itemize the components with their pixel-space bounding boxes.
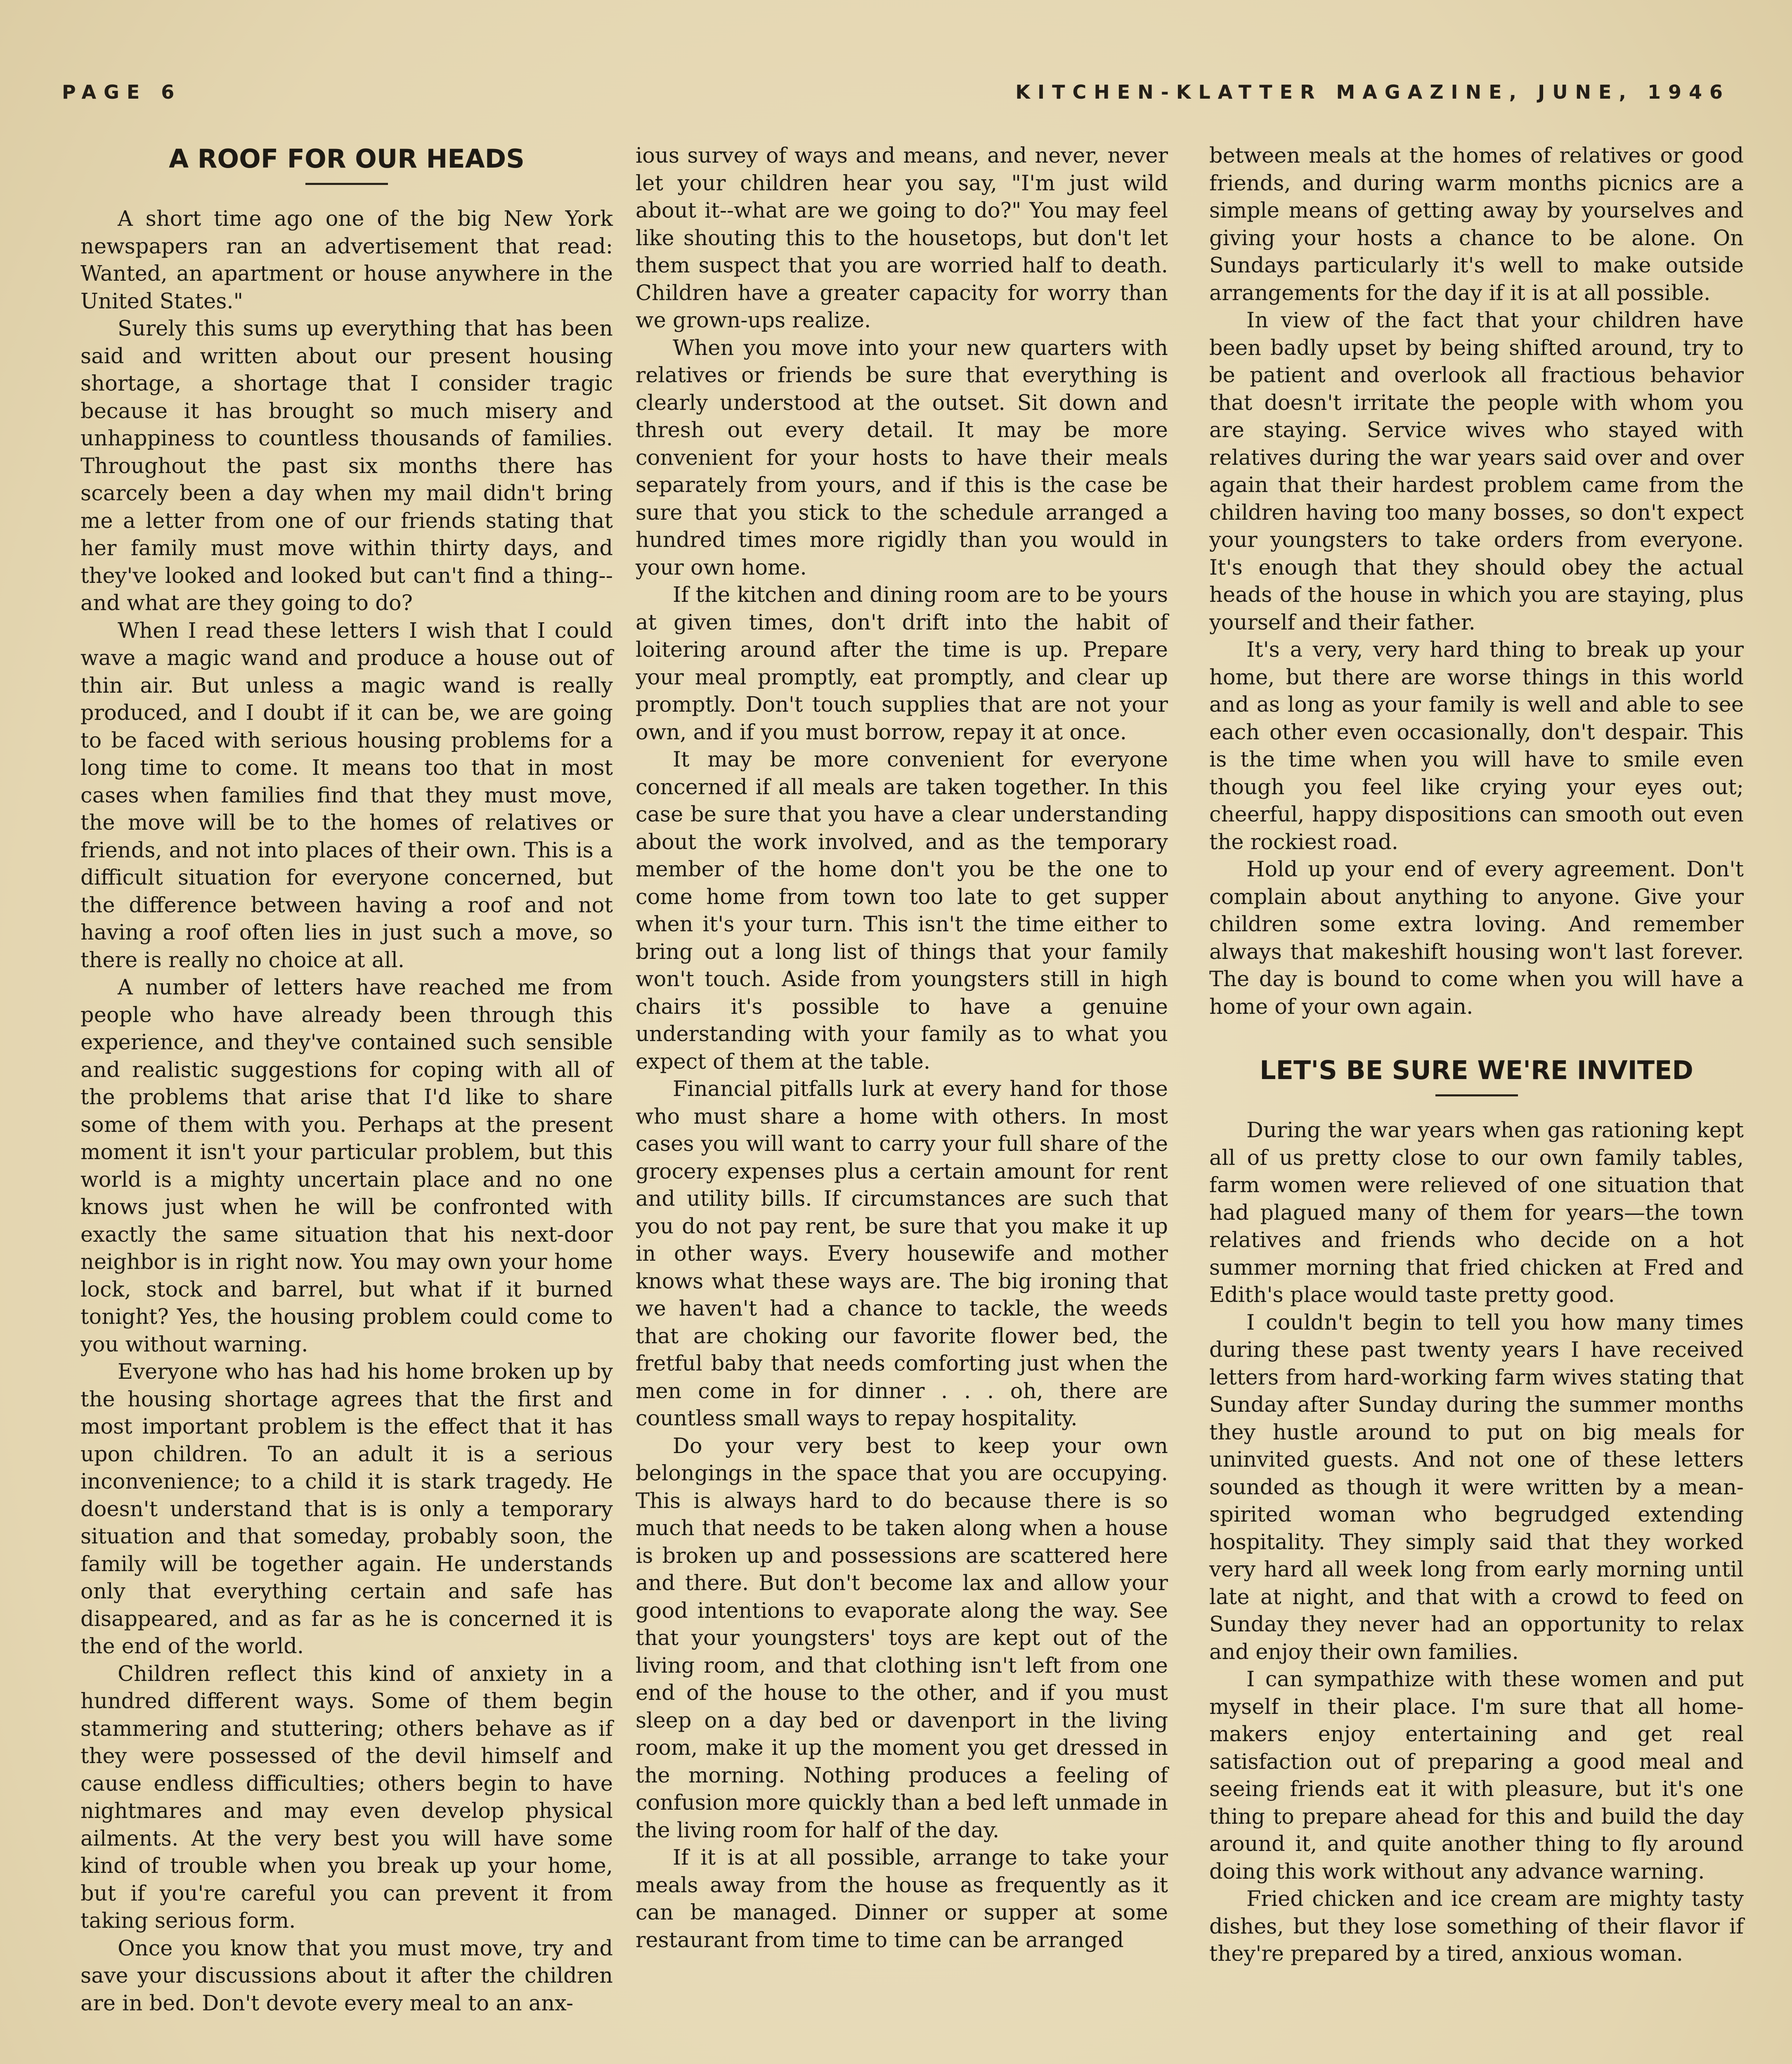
running-head: [62, 81, 1730, 110]
column-2: [636, 142, 1168, 1954]
paragraph: It's a very, very hard thing to break up your home, but there are worse things in this world and as long as your family is well and able to see each other even occasionally, don't despair. This is the time when you will have to smile even though you feel like crying your eyes out; cheerful, happy dispositions can smooth out even the rockiest road.: [1209, 638, 1744, 854]
article-title-2: LET'S BE SURE WE'RE INVITED: [1260, 1055, 1693, 1085]
paragraph: Children reflect this kind of anxiety in a hundred different ways. Some of them begin stammering and stuttering; others behave as if they were possessed of the devil himself and cause endless difficulties; others begin to have nightmares and may even develop physical ailments. At the very best you will have some kind of trouble when you break up your home, but if you're careful you can prevent it from taking serious form.: [80, 1662, 613, 1933]
title-rule: [305, 183, 388, 185]
paragraph: During the war years when gas rationing kept all of us pretty close to our own family tables, farm women were relieved of one situation that had plagued many of them for years—the town relatives and friends who decide on a hot summer morning that fried chicken at Fred and Edith's place would taste pretty good.: [1209, 1118, 1744, 1307]
masthead: KITCHEN-KLATTER MAGAZINE, JUNE, 1946: [1015, 81, 1730, 103]
paragraph: If it is at all possible, arrange to take your meals away from the house as frequently as it can be managed. Dinner or supper at some restaurant from time to time can be arranged: [636, 1846, 1168, 1953]
paragraph: In view of the fact that your children have been badly upset by being shifted around, try to be patient and overlook all fractious behavior that doesn't irritate the people with whom you are staying. Service wives who stayed with relatives during the war years said over and over again that their hardest problem came from the children having too many bosses, so don't expect your youngsters to take orders from everyone. It's enough that they should obey the actual heads of the house in which you are staying, plus yourself and their father.: [1209, 308, 1744, 635]
paragraph: Fried chicken and ice cream are mighty tasty dishes, but they lose something of their flavor if they're prepared by a tired, anxious woman.: [1209, 1887, 1744, 1966]
column-3: [1209, 142, 1744, 1968]
article-title: A ROOF FOR OUR HEADS: [169, 144, 525, 174]
paragraph: I can sympathize with these women and put myself in their place. I'm sure that all home-makers enjoy entertaining and get real satisfaction out of preparing a good meal and seeing friends eat it with pleasure, but it's one thing to prepare ahead for this and build the day around it, and quite another thing to fly around doing this work without any advance warning.: [1209, 1667, 1744, 1884]
paragraph: Surely this sums up everything that has been said and written about our present housing shortage, a shortage that I consider tragic because it has brought so much misery and unhappiness to countless thousands of families. Throughout the past six months there has scarcely been a day when my mail didn't bring me a letter from one of our friends stating that her family must move within thirty days, and they've looked and looked but can't find a thing--and what are they going to do?: [80, 317, 613, 615]
title-rule-2: [1435, 1094, 1518, 1096]
column-1: [80, 142, 613, 2017]
paragraph: Hold up your end of every agreement. Don't complain about anything to anyone. Give your children some extra loving. And remember always that makeshift housing won't last forever. The day is bound to come when you will have a home of your own again.: [1209, 857, 1744, 1019]
paragraph: Everyone who has had his home broken up by the housing shortage agrees that the first and most important problem is the effect that it has upon children. To an adult it is a serious inconvenience; to a child it is stark tragedy. He doesn't understand that is is only a temporary situation and that someday, probably soon, the family will be together again. He understands only that everything certain and safe has disappeared, and as far as he is concerned it is the end of the world.: [80, 1360, 613, 1659]
paragraph: If the kitchen and dining room are to be yours at given times, don't drift into the habit of loitering around after the time is up. Prepare your meal promptly, eat promptly, and clear up promptly. Don't touch supplies that are not your own, and if you must borrow, repay it at once.: [636, 583, 1168, 745]
paragraph: Financial pitfalls lurk at every hand for those who must share a home with others. In most cases you will want to carry your full share of the grocery expenses plus a certain amount for rent and utility bills. If circumstances are such that you do not pay rent, be sure that you make it up in other ways. Every housewife and mother knows what these ways are. The big ironing that we haven't had a chance to tackle, the weeds that are choking our favorite flower bed, the fretful baby that needs comforting just when the men come in for dinner . . . oh, there are countless small ways to repay hospitality.: [636, 1077, 1168, 1431]
paragraph: Do your very best to keep your own belongings in the space that you are occupying. This is always hard to do because there is so much that needs to be taken along when a house is broken up and possessions are scattered here and there. But don't become lax and allow your good intentions to evaporate along the way. See that your youngsters' toys are kept out of the living room, and that clothing isn't left from one end of the house to the other, and if you must sleep on a day bed or davenport in the living room, make it up the moment you get dressed in the morning. Nothing produces a feeling of confusion more quickly than a bed left unmade in the living room for half of the day.: [636, 1434, 1168, 1843]
page-number: PAGE 6: [62, 81, 182, 103]
paragraph: When you move into your new quarters with relatives or friends be sure that everything is clearly understood at the outset. Sit down and thresh out every detail. It may be more convenient for your hosts to have their meals separately from yours, and if this is the case be sure that you stick to the schedule arranged a hundred times more rigidly than you would in your own home.: [636, 336, 1168, 580]
paragraph: ious survey of ways and means, and never, never let your children hear you say, "I'm just wild about it--what are we going to do?" You may feel like shouting this to the housetops, but don't let them suspect that you are worried half to death. Children have a greater capacity for worry than we grown-ups realize.: [636, 144, 1168, 333]
paragraph: A number of letters have reached me from people who have already been through this experience, and they've contained such sensible and realistic suggestions for coping with all of the problems that arise that I'd like to share some of them with you. Perhaps at the present moment it isn't your particular problem, but this world is a mighty uncertain place and no one knows just when he will be confronted with exactly the same situation that his next-door neighbor is in right now. You may own your home lock, stock and barrel, but what if it burned tonight? Yes, the housing problem could come to you without warning.: [80, 975, 613, 1357]
paragraph: It may be more convenient for everyone concerned if all meals are taken together. In this case be sure that you have a clear understanding about the work involved, and as the temporary member of the home don't you be the one to come home from town too late to get supper when it's your turn. This isn't the time either to bring out a long list of things that your family won't touch. Aside from youngsters still in high chairs it's possible to have a genuine understanding with your family as to what you expect of them at the table.: [636, 748, 1168, 1074]
paragraph: I couldn't begin to tell you how many times during these past twenty years I have received letters from hard-working farm wives stating that Sunday after Sunday during the summer months they hustle around to put on big meals for uninvited guests. And not one of these letters sounded as though it were written by a mean-spirited woman who begrudged extending hospitality. They simply said that they worked very hard all week long from early morning until late at night, and that with a crowd to feed on Sunday they never had an opportunity to relax and enjoy their own families.: [1209, 1310, 1744, 1664]
paragraph: A short time ago one of the big New York newspapers ran an advertisement that read: Wanted, an apartment or house anywhere in the United States.": [80, 207, 613, 314]
paragraph: Once you know that you must move, try and save your discussions about it after the children are in bed. Don't devote every meal to an anx-: [80, 1936, 613, 2016]
paragraph: between meals at the homes of relatives or good friends, and during warm months picnics are a simple means of getting away by yourselves and giving your hosts a chance to be alone. On Sundays particularly it's well to make outside arrangements for the day if it is at all possible.: [1209, 144, 1744, 305]
paragraph: When I read these letters I wish that I could wave a magic wand and produce a house out of thin air. But unless a magic wand is really produced, and I doubt if it can be, we are going to be faced with serious housing problems for a long time to come. It means too that in most cases when families find that they must move, the move will be to the homes of relatives or friends, and not into places of their own. This is a difficult situation for everyone concerned, but the difference between having a roof and not having a roof often lies in just such a move, so there is really no choice at all.: [80, 618, 613, 973]
